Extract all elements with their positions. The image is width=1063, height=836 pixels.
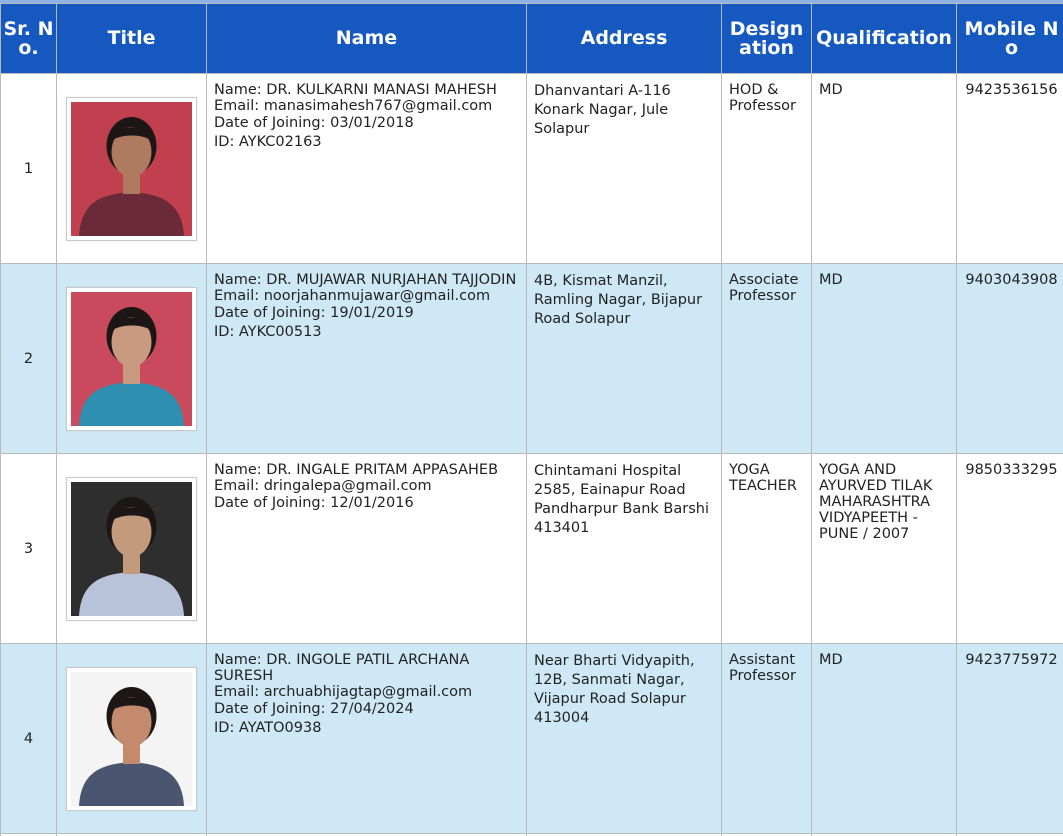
mobile-cell: 9850333295 xyxy=(957,454,1063,644)
designation-cell: YOGA TEACHER xyxy=(722,454,812,644)
faculty-photo-image xyxy=(71,292,192,426)
faculty-name: Name: DR. MUJAWAR NURJAHAN TAJJODIN xyxy=(214,272,517,288)
header-name: Name xyxy=(207,4,527,74)
faculty-id: ID: AYATO0938 xyxy=(214,720,322,736)
name-cell xyxy=(207,74,527,264)
faculty-id: ID: AYKC02163 xyxy=(214,134,322,150)
header-mobile-no: Mobile No xyxy=(957,4,1063,74)
photo-cell xyxy=(57,644,207,834)
designation-cell: Associate Professor xyxy=(722,264,812,454)
sr-no-cell: 2 xyxy=(1,264,57,454)
faculty-name: Name: DR. INGALE PRITAM APPASAHEB xyxy=(214,462,499,478)
faculty-photo-image xyxy=(71,482,192,616)
qualification-cell: MD xyxy=(812,264,957,454)
address-cell: Chintamani Hospital 2585, Eainapur Road Pandharpur Bank Barshi 413401 xyxy=(527,454,722,644)
faculty-table xyxy=(0,3,1063,836)
photo-cell xyxy=(57,454,207,644)
address-cell: Dhanvantari A-116 Konark Nagar, Jule Solapur xyxy=(527,74,722,264)
table-row xyxy=(1,264,1063,454)
qualification-cell: YOGA AND AYURVED TILAK MAHARASHTRA VIDYAPEETH - PUNE / 2007 xyxy=(812,454,957,644)
faculty-email: Email: dringalepa@gmail.com xyxy=(214,478,432,494)
address-cell: Near Bharti Vidyapith, 12B, Sanmati Nagar, Vijapur Road Solapur 413004 xyxy=(527,644,722,834)
name-cell xyxy=(207,264,527,454)
mobile-cell: 9423775972 xyxy=(957,644,1063,834)
photo-cell xyxy=(57,74,207,264)
faculty-photo xyxy=(66,97,197,241)
header-address: Address xyxy=(527,4,722,74)
designation-cell: HOD & Professor xyxy=(722,74,812,264)
qualification-cell: MD xyxy=(812,644,957,834)
faculty-email: Email: noorjahanmujawar@gmail.com xyxy=(214,288,491,304)
table-header-row xyxy=(1,4,1063,74)
designation-cell: Assistant Professor xyxy=(722,644,812,834)
faculty-photo xyxy=(66,667,197,811)
sr-no-cell: 1 xyxy=(1,74,57,264)
mobile-cell: 9403043908 xyxy=(957,264,1063,454)
mobile-cell: 9423536156 xyxy=(957,74,1063,264)
faculty-name: Name: DR. KULKARNI MANASI MAHESH xyxy=(214,82,497,98)
faculty-date-of-joining: Date of Joining: 12/01/2016 xyxy=(214,495,414,511)
faculty-id: ID: AYKC00513 xyxy=(214,324,322,340)
sr-no-cell: 3 xyxy=(1,454,57,644)
photo-cell xyxy=(57,264,207,454)
faculty-email: Email: archuabhijagtap@gmail.com xyxy=(214,684,473,700)
qualification-cell: MD xyxy=(812,74,957,264)
table-row xyxy=(1,454,1063,644)
sr-no-cell: 4 xyxy=(1,644,57,834)
name-cell xyxy=(207,644,527,834)
faculty-photo-image xyxy=(71,672,192,806)
table-row xyxy=(1,644,1063,834)
header-designation: Designation xyxy=(722,4,812,74)
faculty-photo xyxy=(66,477,197,621)
faculty-date-of-joining: Date of Joining: 03/01/2018 xyxy=(214,115,414,131)
table-row xyxy=(1,74,1063,264)
faculty-photo-image xyxy=(71,102,192,236)
faculty-photo xyxy=(66,287,197,431)
faculty-date-of-joining: Date of Joining: 27/04/2024 xyxy=(214,701,414,717)
header-sr-no: Sr. No. xyxy=(1,4,57,74)
name-cell xyxy=(207,454,527,644)
faculty-name: Name: DR. INGOLE PATIL ARCHANA SURESH xyxy=(214,652,470,684)
address-cell: 4B, Kismat Manzil, Ramling Nagar, Bijapur Road Solapur xyxy=(527,264,722,454)
faculty-email: Email: manasimahesh767@gmail.com xyxy=(214,98,493,114)
faculty-date-of-joining: Date of Joining: 19/01/2019 xyxy=(214,305,414,321)
header-qualification: Qualification xyxy=(812,4,957,74)
header-title: Title xyxy=(57,4,207,74)
